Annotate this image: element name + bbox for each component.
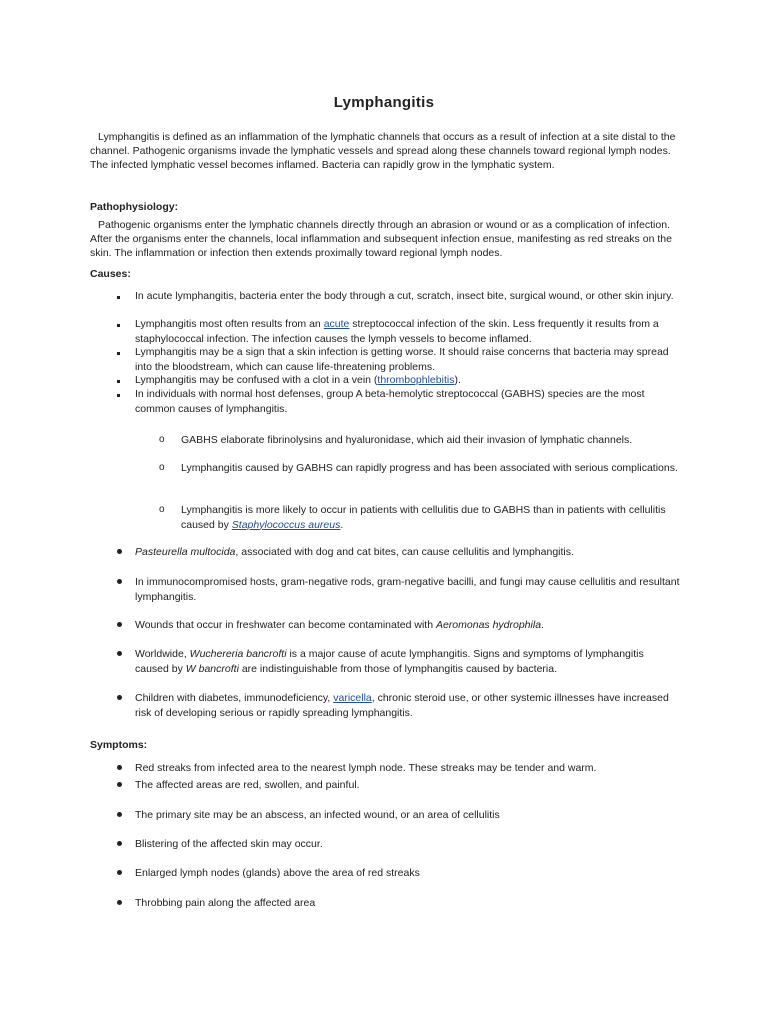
thrombophlebitis-link[interactable]: thrombophlebitis (377, 374, 455, 386)
italic-term: Pasteurella multocida (135, 546, 236, 558)
list-item: Throbbing pain along the affected area (135, 897, 316, 909)
item-text: Wounds that occur in freshwater can become contaminated with (135, 619, 436, 631)
item-text: , chronic steroid use, or other systemic illnesses have increased risk of developing serious or rapidly spreading lymphangitis. (135, 692, 669, 719)
symptoms-heading: Symptoms: (90, 739, 148, 751)
list-item: Red streaks from infected area to the nearest lymph node. These streaks may be tender and warm. (135, 762, 597, 774)
list-item: In individuals with normal host defenses, group A beta-hemolytic streptococcal (GABHS) species are the most common causes of lymphangitis. (135, 388, 645, 415)
circle-bullet-icon: o (159, 462, 165, 473)
pathophysiology-paragraph: Pathogenic organisms enter the lymphatic channels directly through an abrasion or wound or as a complication of infection. After the organisms enter the channels, local inflammation and subsequent infection ensue, manifesting as red streaks on the skin. The inflammation or infection then extends proximally toward regional lymph nodes. (90, 219, 672, 259)
list-item (135, 545, 680, 560)
circle-bullet-icon: o (159, 434, 165, 445)
page-title: Lymphangitis (333, 94, 435, 111)
round-bullet-icon (117, 812, 122, 817)
round-bullet-icon (117, 900, 122, 905)
staphylococcus-aureus-link[interactable]: Staphylococcus aureus (231, 518, 341, 531)
sub-list-item: GABHS elaborate fibrinolysins and hyaluronidase, which aid their invasion of lymphatic channels. (181, 434, 633, 446)
item-text: Children with diabetes, immunodeficiency, (135, 692, 334, 704)
round-bullet-icon (117, 622, 122, 627)
list-item: Lymphangitis may be a sign that a skin infection is getting worse. It should raise concerns that bacteria may spread into the bloodstream, which can cause life-threatening problems. (135, 346, 669, 373)
item-text: ). (454, 374, 461, 386)
list-item (135, 691, 680, 720)
italic-term: Wuchereria bancrofti (189, 648, 287, 660)
square-bullet-icon (117, 394, 120, 397)
list-item: In acute lymphangitis, bacteria enter the body through a cut, scratch, insect bite, surgical wound, or other skin injury. (135, 290, 674, 302)
square-bullet-icon (117, 380, 120, 383)
square-bullet-icon (117, 296, 120, 299)
list-item: Enlarged lymph nodes (glands) above the area of red streaks (135, 867, 420, 879)
square-bullet-icon (117, 324, 120, 327)
intro-paragraph: Lymphangitis is defined as an inflammation of the lymphatic channels that occurs as a result of infection at a site distal to the channel. Pathogenic organisms invade the lymphatic vessels and spread along these channels toward regional lymph nodes. The infected lymphatic vessel becomes inflamed. Bacteria can rapidly grow in the lymphatic system. (90, 131, 676, 171)
item-text: Worldwide, (135, 648, 190, 660)
list-item: In immunocompromised hosts, gram-negative rods, gram-negative bacilli, and fungi may cause cellulitis and resultant lymphangitis. (135, 576, 680, 603)
italic-term: Aeromonas hydrophila (435, 619, 542, 631)
item-text: Lymphangitis may be confused with a clot in a vein ( (135, 374, 378, 386)
item-text: , associated with dog and cat bites, can cause cellulitis and lymphangitis. (235, 546, 574, 558)
sub-list-item: Lymphangitis caused by GABHS can rapidly progress and has been associated with serious complications. (181, 462, 678, 474)
item-text: is a major cause of acute lymphangitis. Signs and symptoms of lymphangitis caused by (135, 648, 644, 675)
item-text: . (340, 518, 344, 531)
item-text: Lymphangitis is more likely to occur in patients with cellulitis due to GABHS than in patients with cellulitis caused by (181, 504, 666, 531)
list-item (135, 373, 680, 388)
round-bullet-icon (117, 695, 122, 700)
list-item: The primary site may be an abscess, an infected wound, or an area of cellulitis (135, 809, 500, 821)
round-bullet-icon (117, 549, 122, 554)
list-item: The affected areas are red, swollen, and painful. (135, 779, 360, 791)
round-bullet-icon (117, 782, 122, 787)
circle-bullet-icon: o (159, 504, 165, 515)
round-bullet-icon (117, 765, 122, 770)
item-text: are indistinguishable from those of lymphangitis caused by bacteria. (238, 662, 557, 675)
item-text: Lymphangitis most often results from an (135, 318, 324, 330)
varicella-link[interactable]: varicella (333, 692, 372, 704)
list-item (135, 647, 680, 676)
round-bullet-icon (117, 841, 122, 846)
list-item: Blistering of the affected skin may occur. (135, 838, 323, 850)
item-text: . (541, 619, 544, 631)
round-bullet-icon (117, 579, 122, 584)
round-bullet-icon (117, 651, 122, 656)
item-text: streptococcal infection of the skin. Less frequently it results from a staphylococcal infection. The infection causes the lymph vessels to become inflamed. (135, 318, 659, 345)
sub-list-item (181, 503, 681, 532)
pathophysiology-heading: Pathophysiology: (90, 201, 179, 213)
list-item (135, 618, 680, 633)
causes-heading: Causes: (90, 268, 131, 280)
acute-link[interactable]: acute (323, 318, 350, 330)
square-bullet-icon (117, 352, 120, 355)
list-item (135, 317, 680, 346)
round-bullet-icon (117, 870, 122, 875)
italic-term: W bancrofti (185, 662, 239, 675)
